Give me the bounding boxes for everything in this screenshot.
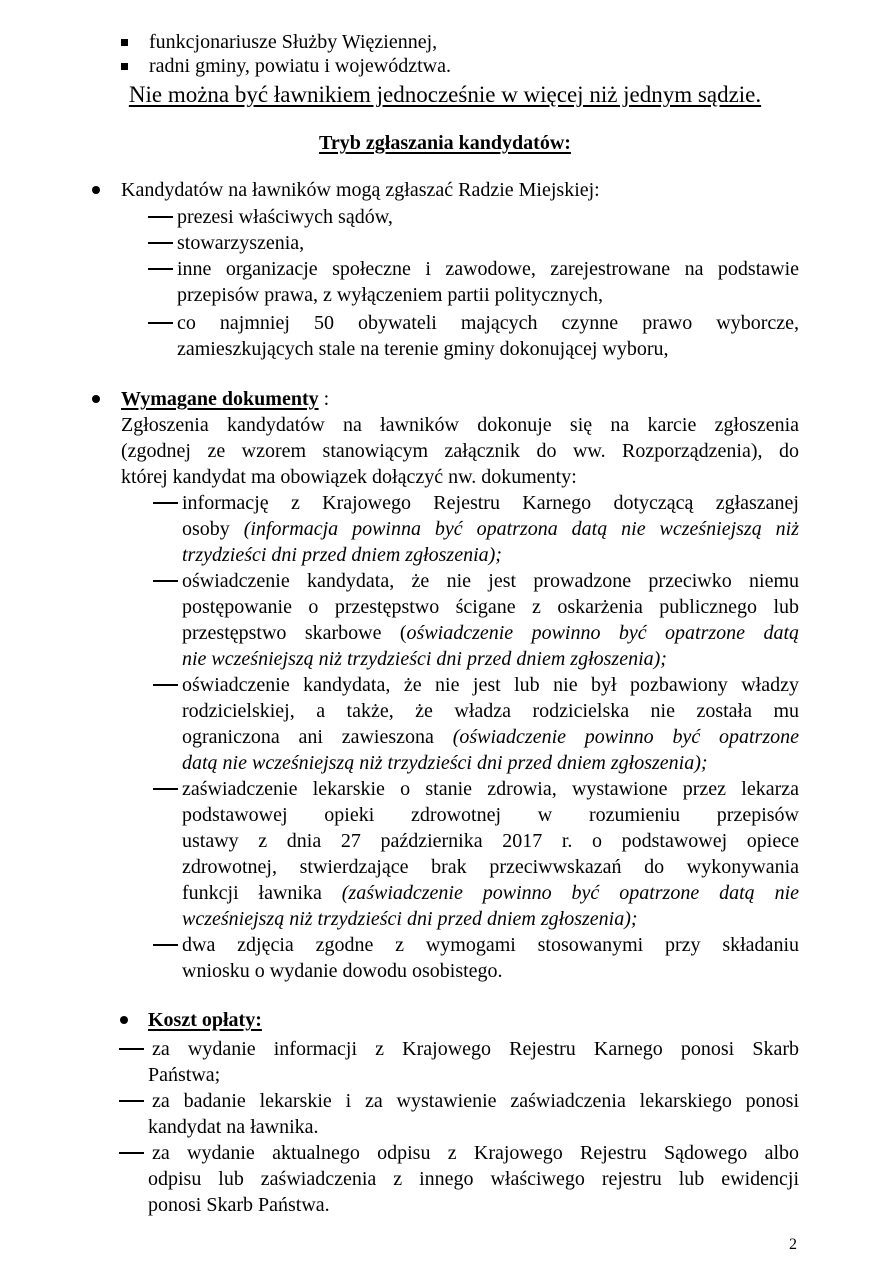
list-item-continuation: kandydat na ławnika. bbox=[148, 1116, 319, 1138]
list-item: informację z Krajowego Rejestru Karnego dotyczącą zgłaszanej bbox=[182, 492, 799, 514]
list-item: radni gminy, powiatu i województwa. bbox=[149, 55, 451, 77]
list-item-continuation: ustawy z dnia 27 października 2017 r. o podstawowej opiece bbox=[182, 830, 799, 852]
list-item-continuation bbox=[182, 621, 799, 645]
bullet-icon bbox=[92, 186, 100, 194]
dash-icon bbox=[153, 944, 178, 946]
documents-intro-line: Zgłoszenia kandydatów na ławników dokonuje się na karcie zgłoszenia bbox=[121, 414, 799, 436]
list-item-continuation: zamieszkujących stale na terenie gminy dokonującej wyboru, bbox=[177, 338, 669, 360]
list-item-text: ograniczona ani zawieszona bbox=[182, 726, 453, 748]
list-item-note: trzydzieści dni przed dniem zgłoszenia); bbox=[182, 544, 502, 566]
documents-intro-line: której kandydat ma obowiązek dołączyć nw. dokumenty: bbox=[121, 466, 577, 488]
dash-icon bbox=[153, 580, 178, 582]
list-item: oświadczenie kandydata, że nie jest prowadzone przeciwko niemu bbox=[182, 570, 799, 592]
list-item-continuation: Państwa; bbox=[148, 1064, 221, 1086]
dash-icon bbox=[119, 1152, 144, 1154]
costs-heading: Koszt opłaty: bbox=[148, 1009, 262, 1031]
list-item-continuation: zdrowotnej, stwierdzające brak przeciwwskazań do wykonywania bbox=[182, 856, 799, 878]
list-item-text: funkcji ławnika bbox=[182, 882, 342, 904]
bullet-icon bbox=[120, 1016, 128, 1024]
dash-icon bbox=[153, 684, 178, 686]
square-bullet-icon bbox=[121, 63, 128, 70]
list-item-text: przestępstwo skarbowe ( bbox=[182, 622, 407, 644]
list-item-continuation: wniosku o wydanie dowodu osobistego. bbox=[182, 960, 503, 982]
list-item: co najmniej 50 obywateli mających czynne prawo wyborcze, bbox=[177, 312, 799, 334]
dash-icon bbox=[153, 502, 178, 504]
list-item-note: (oświadczenie powinno być opatrzone bbox=[452, 726, 800, 748]
list-item: oświadczenie kandydata, że nie jest lub nie był pozbawiony władzy bbox=[182, 674, 799, 696]
square-bullet-icon bbox=[121, 39, 128, 46]
page-number: 2 bbox=[789, 1236, 797, 1253]
dash-icon bbox=[148, 322, 173, 324]
section-title: Tryb zgłaszania kandydatów: bbox=[319, 132, 571, 154]
list-item-continuation: postępowanie o przestępstwo ścigane z oskarżenia publicznego lub bbox=[182, 596, 799, 618]
list-item: stowarzyszenia, bbox=[177, 232, 305, 254]
dash-icon bbox=[148, 242, 173, 244]
list-item-continuation bbox=[182, 725, 799, 749]
documents-heading-line bbox=[121, 387, 329, 411]
list-item-continuation: rodzicielskiej, a także, że władza rodzicielska nie została mu bbox=[182, 700, 799, 722]
list-item-continuation: podstawowej opieki zdrowotnej w rozumieniu przepisów bbox=[182, 804, 799, 826]
list-item-text: osoby bbox=[182, 518, 244, 540]
documents-colon: : bbox=[323, 388, 330, 410]
list-item: dwa zdjęcia zgodne z wymogami stosowanymi przy składaniu bbox=[182, 934, 799, 956]
list-item: za wydanie informacji z Krajowego Rejestru Karnego ponosi Skarb bbox=[152, 1038, 799, 1060]
list-item-note: (informacja powinna być opatrzona datą nie wcześniejszą niż bbox=[243, 518, 799, 540]
list-item-continuation: odpisu lub zaświadczenia z innego właściwego rejestru lub ewidencji bbox=[148, 1168, 799, 1190]
documents-heading: Wymagane dokumenty bbox=[121, 388, 319, 410]
list-item: prezesi właściwych sądów, bbox=[177, 206, 393, 228]
dash-icon bbox=[119, 1100, 144, 1102]
list-item-note: wcześniejszą niż trzydzieści dni przed dniem zgłoszenia); bbox=[182, 908, 638, 930]
list-item-continuation bbox=[182, 881, 799, 905]
list-item: za badanie lekarskie i za wystawienie zaświadczenia lekarskiego ponosi bbox=[152, 1090, 799, 1112]
list-item-note: oświadczenie powinno być opatrzone datą bbox=[406, 622, 800, 644]
dash-icon bbox=[148, 216, 173, 218]
notice-text: Nie można być ławnikiem jednocześnie w więcej niż jednym sądzie. bbox=[128, 82, 762, 107]
list-item: za wydanie aktualnego odpisu z Krajowego Rejestru Sądowego albo bbox=[152, 1142, 799, 1164]
bullet-icon bbox=[92, 395, 100, 403]
list-item: funkcjonariusze Służby Więziennej, bbox=[149, 31, 438, 53]
candidates-intro: Kandydatów na ławników mogą zgłaszać Radzie Miejskiej: bbox=[121, 179, 600, 201]
dash-icon bbox=[148, 268, 173, 270]
documents-intro-line: (zgodnej ze wzorem stanowiącym załącznik do ww. Rozporządzenia), do bbox=[121, 440, 799, 462]
list-item-continuation: przepisów prawa, z wyłączeniem partii politycznych, bbox=[177, 284, 603, 306]
dash-icon bbox=[153, 788, 178, 790]
list-item: inne organizacje społeczne i zawodowe, zarejestrowane na podstawie bbox=[177, 258, 799, 280]
list-item-continuation bbox=[182, 517, 799, 541]
dash-icon bbox=[119, 1048, 144, 1050]
list-item-note: nie wcześniejszą niż trzydzieści dni przed dniem zgłoszenia); bbox=[182, 648, 667, 670]
list-item-note: datą nie wcześniejszą niż trzydzieści dni przed dniem zgłoszenia); bbox=[182, 752, 708, 774]
list-item-continuation: ponosi Skarb Państwa. bbox=[148, 1194, 330, 1216]
list-item-note: (zaświadczenie powinno być opatrzone datą nie bbox=[341, 882, 799, 904]
list-item: zaświadczenie lekarskie o stanie zdrowia, wystawione przez lekarza bbox=[182, 778, 799, 800]
